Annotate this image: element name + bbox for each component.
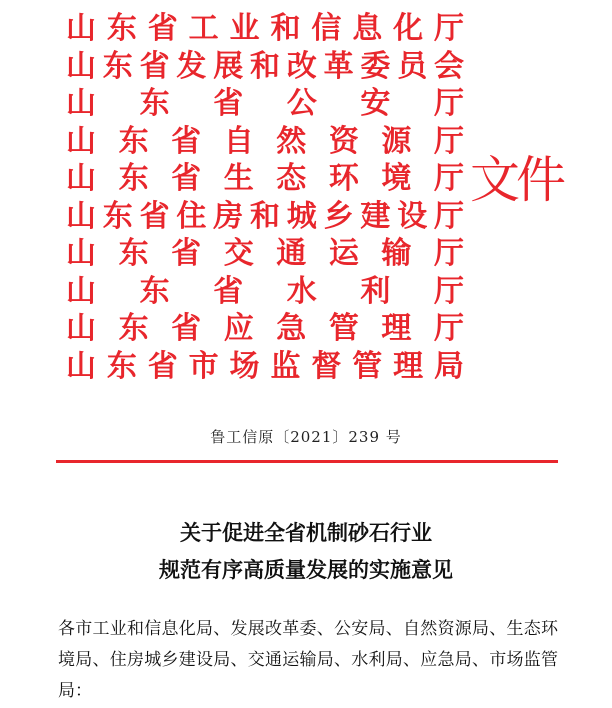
issuing-authorities (66, 10, 464, 385)
issuer-line: 山东省市场监督管理局 (66, 348, 464, 384)
issuer-line: 山东省水利厅 (66, 273, 464, 309)
issuer-line: 山东省发展和改革委员会 (66, 48, 464, 84)
issuer-line: 山东省交通运输厅 (66, 236, 464, 271)
issuer-line: 山东省自然资源厅 (66, 123, 464, 159)
document-title-line-1: 关于促进全省机制砂石行业 (180, 520, 432, 545)
document-title-line-2: 规范有序高质量发展的实施意见 (159, 557, 453, 582)
red-divider-line (56, 460, 558, 463)
issuer-line: 山东省工业和信息化厅 (66, 11, 464, 46)
document-number: 鲁工信原〔2021〕239 号 (210, 428, 402, 446)
issuer-line: 山东省生态环境厅 (66, 161, 464, 196)
issuer-line: 山东省住房和城乡建设厅 (66, 198, 464, 234)
issuer-line: 山东省公安厅 (66, 86, 464, 121)
addressee-paragraph: 各市工业和信息化局、发展改革委、公安局、自然资源局、生态环境局、住房城乡建设局、交通运输局、水利局、应急局、市场监管局： (58, 619, 558, 701)
document-word: 文件 (470, 151, 562, 209)
issuer-line: 山东省应急管理厅 (66, 311, 464, 346)
